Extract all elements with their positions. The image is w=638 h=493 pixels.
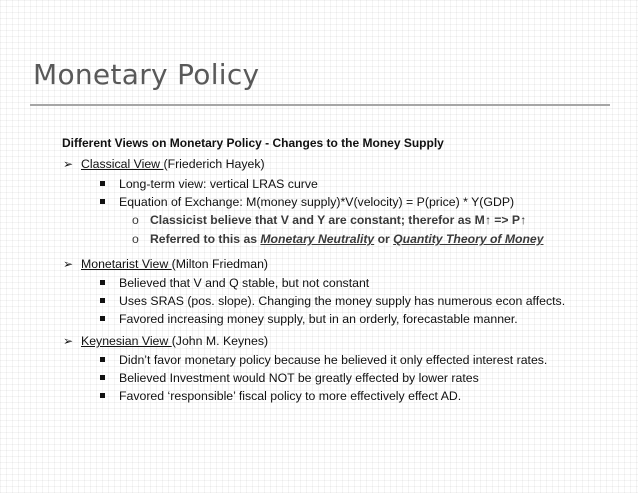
monetarist-view-item [63, 257, 268, 271]
bullet-text: Believed Investment would NOT be greatly effected by lower rates [119, 371, 479, 385]
bullet-text: Favored increasing money supply, but in an orderly, forecastable manner. [119, 312, 518, 326]
monetary-neutrality-term: Monetary Neutrality [260, 232, 375, 246]
slide-title: Monetary Policy [33, 58, 260, 91]
keynesian-view-item [63, 334, 268, 348]
square-bullet-icon [100, 375, 105, 380]
keynesian-view-label: Keynesian View [81, 334, 172, 348]
bullet-text: Uses SRAS (pos. slope). Changing the money supply has numerous econ affects. [119, 294, 566, 308]
arrow-bullet-icon: ➢ [63, 334, 74, 348]
arrow-bullet-icon: ➢ [63, 257, 74, 271]
bullet-text: Long-term view: vertical LRAS curve [119, 177, 318, 191]
classical-view-item [63, 157, 265, 171]
keynesian-bullet-3 [100, 389, 461, 403]
bullet-text: Believed that V and Q stable, but not constant [119, 276, 370, 290]
monetarist-bullet-2 [100, 294, 565, 308]
monetarist-view-person: (Milton Friedman) [171, 257, 269, 271]
circle-bullet-icon: o [132, 232, 139, 246]
circle-bullet-icon: o [132, 213, 139, 227]
classical-view-person: (Friederich Hayek) [163, 157, 265, 171]
square-bullet-icon [100, 280, 105, 285]
title-divider [30, 104, 610, 106]
bullet-text: Equation of Exchange: M(money supply)*V(velocity) = P(price) * Y(GDP) [119, 195, 515, 209]
monetarist-bullet-3 [100, 312, 518, 326]
classical-view-label: Classical View [81, 157, 164, 171]
bullet-text: Favored ‘responsible’ fiscal policy to more effectively effect AD. [119, 389, 462, 403]
monetarist-bullet-1 [100, 276, 369, 290]
classical-sub-bullet-2 [132, 232, 543, 246]
arrow-bullet-icon: ➢ [63, 157, 74, 171]
sub-bullet-text: Classicist believe that V and Y are constant; therefor as M↑ => P↑ [150, 213, 527, 227]
classical-sub-bullet-1 [132, 213, 526, 227]
sub-bullet-text: Referred to this as [150, 232, 261, 246]
square-bullet-icon [100, 316, 105, 321]
sub-bullet-connector: or [374, 232, 394, 246]
square-bullet-icon [100, 199, 105, 204]
bullet-text: Didn’t favor monetary policy because he believed it only effected interest rates. [119, 353, 548, 367]
monetarist-view-label: Monetarist View [81, 257, 172, 271]
square-bullet-icon [100, 181, 105, 186]
square-bullet-icon [100, 393, 105, 398]
quantity-theory-term: Quantity Theory of Money [393, 232, 544, 246]
square-bullet-icon [100, 357, 105, 362]
keynesian-bullet-1 [100, 353, 547, 367]
section-heading: Different Views on Monetary Policy - Changes to the Money Supply [62, 136, 444, 150]
square-bullet-icon [100, 298, 105, 303]
keynesian-bullet-2 [100, 371, 479, 385]
classical-bullet-1 [100, 177, 318, 191]
keynesian-view-person: (John M. Keynes) [171, 334, 269, 348]
classical-bullet-2 [100, 195, 514, 209]
